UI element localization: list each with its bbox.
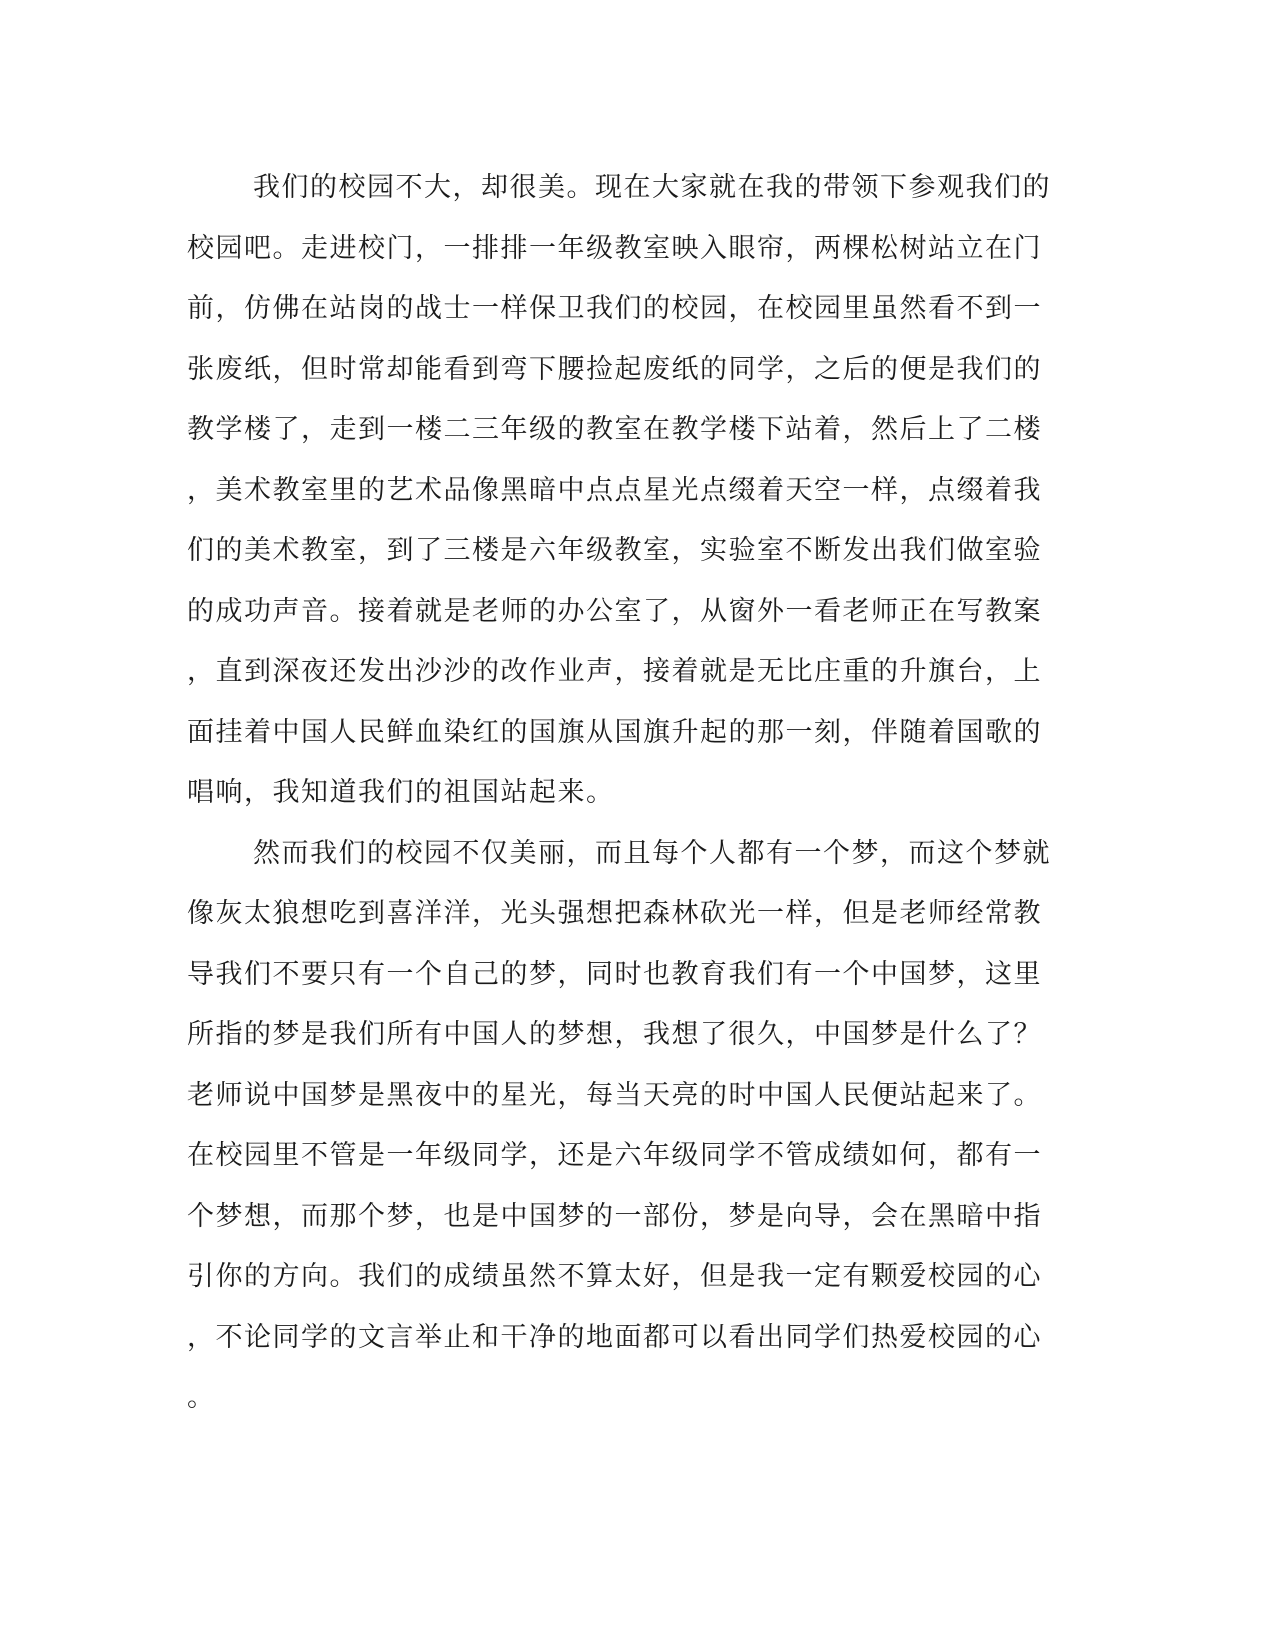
text-line: 然而我们的校园不仅美丽，而且每个人都有一个梦，而这个梦就 <box>253 837 1051 869</box>
text-line: ，直到深夜还发出沙沙的改作业声，接着就是无比庄重的升旗台，上 <box>187 656 1042 687</box>
text-line: 校园吧。走进校门，一排排一年级教室映入眼帘，两棵松树站立在门 <box>187 232 1042 264</box>
text-line: 面挂着中国人民鲜血染红的国旗从国旗升起的那一刻，伴随着国歌的 <box>187 716 1042 748</box>
paragraph-2 <box>187 824 1067 1429</box>
text-line: 前，仿佛在站岗的战士一样保卫我们的校园，在校园里虽然看不到一 <box>187 293 1042 324</box>
text-line: 们的美术教室，到了三楼是六年级教室，实验室不断发出我们做室验 <box>187 535 1042 566</box>
text-line: 。 <box>187 1382 216 1413</box>
text-line: 教学楼了，走到一楼二三年级的教室在教学楼下站着，然后上了二楼 <box>187 414 1042 445</box>
text-line: ，美术教室里的艺术品像黑暗中点点星光点缀着天空一样，点缀着我 <box>187 474 1042 506</box>
text-line: 个梦想，而那个梦，也是中国梦的一部份，梦是向导，会在黑暗中指 <box>187 1200 1042 1232</box>
text-line: 在校园里不管是一年级同学，还是六年级同学不管成绩如何，都有一 <box>187 1140 1042 1171</box>
paragraph-1 <box>187 158 1067 824</box>
text-line: 老师说中国梦是黑夜中的星光，每当天亮的时中国人民便站起来了。 <box>187 1079 1042 1111</box>
document-body <box>187 158 1067 1429</box>
text-line: ，不论同学的文言举止和干净的地面都可以看出同学们热爱校园的心 <box>187 1321 1042 1353</box>
text-line: 引你的方向。我们的成绩虽然不算太好，但是我一定有颗爱校园的心 <box>187 1261 1042 1292</box>
text-line: 张废纸，但时常却能看到弯下腰捡起废纸的同学，之后的便是我们的 <box>187 353 1042 385</box>
text-line: 导我们不要只有一个自己的梦，同时也教育我们有一个中国梦，这里 <box>187 958 1042 990</box>
text-line: 所指的梦是我们所有中国人的梦想，我想了很久，中国梦是什么了？ <box>187 1019 1042 1050</box>
text-line: 的成功声音。接着就是老师的办公室了，从窗外一看老师正在写教案 <box>187 595 1042 627</box>
text-line: 唱响，我知道我们的祖国站起来。 <box>187 777 615 808</box>
text-line: 像灰太狼想吃到喜洋洋，光头强想把森林砍光一样，但是老师经常教 <box>187 898 1042 929</box>
text-line: 我们的校园不大，却很美。现在大家就在我的带领下参观我们的 <box>253 172 1051 203</box>
